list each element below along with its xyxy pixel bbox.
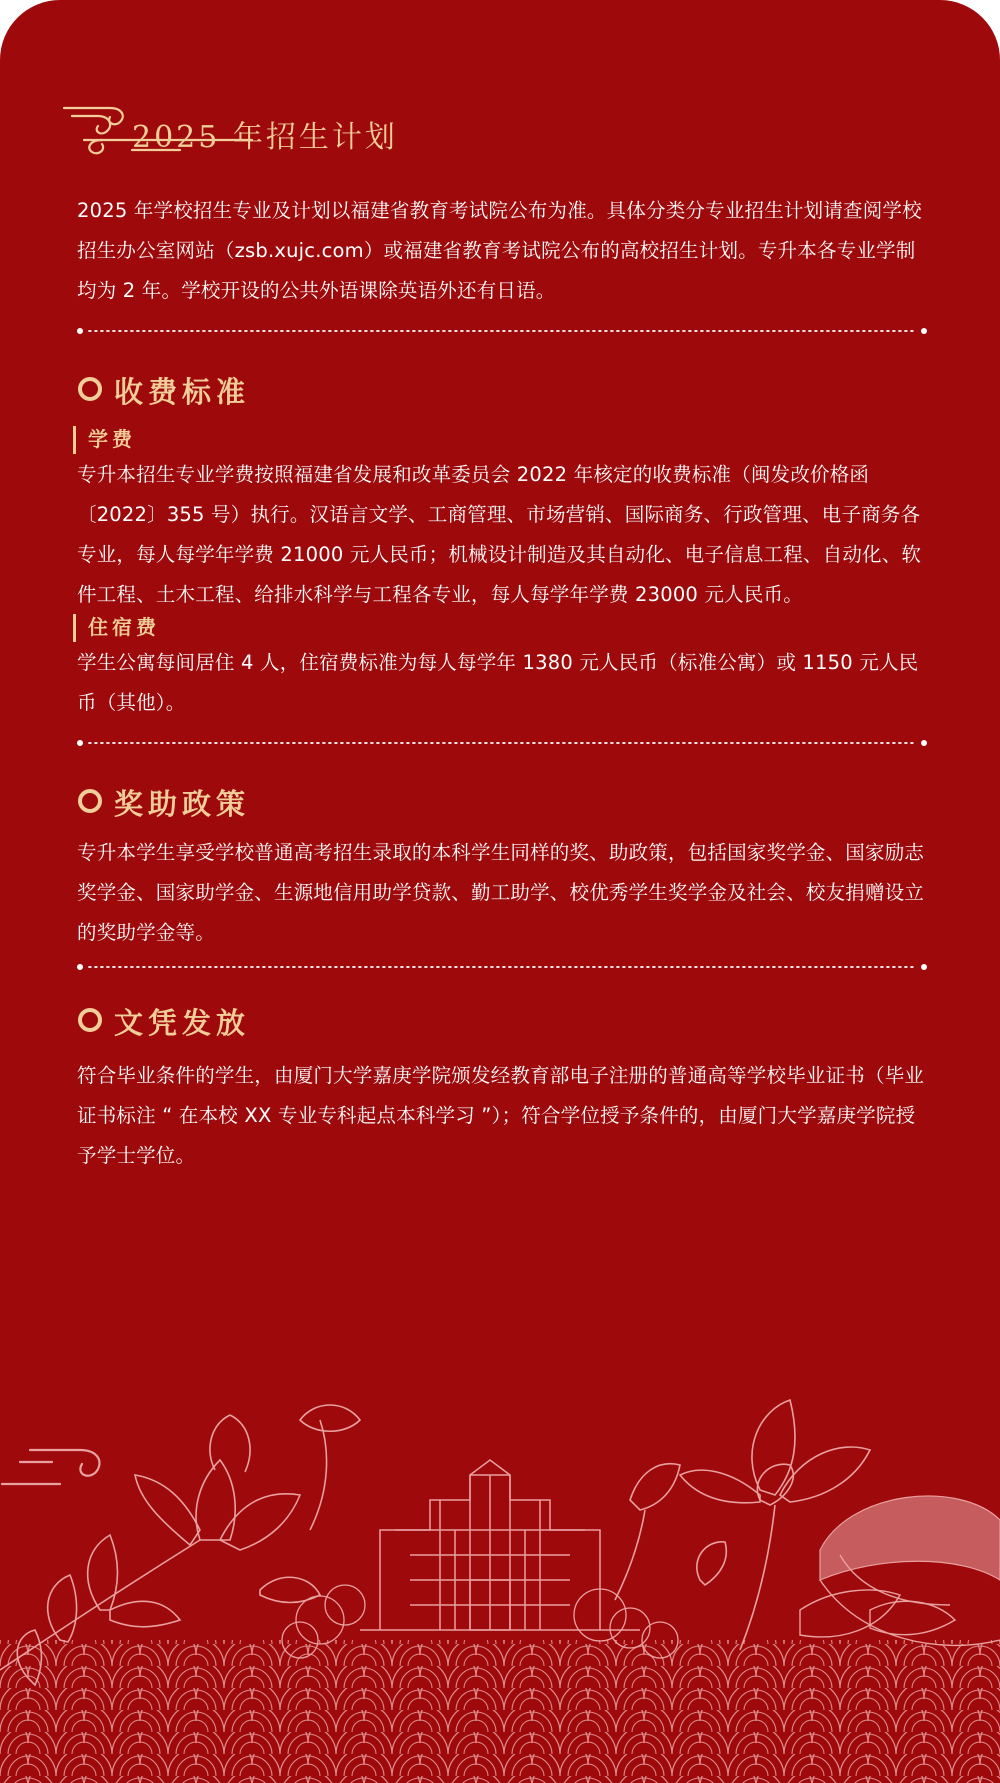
dotted-divider bbox=[77, 738, 927, 748]
aid-heading-label: 奖助政策 bbox=[114, 787, 251, 821]
ring-icon bbox=[78, 789, 102, 813]
aid-paragraph: 专升本学生享受学校普通高考招生录取的本科学生同样的奖、助政策，包括国家奖学金、国家励志奖学金、国家助学金、生源地信用助学贷款、勤工助学、校优秀学生奖学金及社会、校友捐赠设立的奖助学金等。 bbox=[77, 841, 925, 944]
page-title: 2025 年招生计划 bbox=[132, 120, 398, 155]
page-title-block bbox=[62, 104, 462, 160]
diploma-paragraph: 符合毕业条件的学生，由厦门大学嘉庚学院颁发经教育部电子注册的普通高等学校毕业证书（毕业证书标注 “ 在本校 XX 专业专科起点本科学习 ”）；符合学位授予条件的，由厦门大学嘉庚学院授予学士学位。 bbox=[77, 1064, 925, 1167]
fees-heading-label: 收费标准 bbox=[114, 375, 251, 409]
ring-icon bbox=[78, 1008, 102, 1032]
diploma-heading-label: 文凭发放 bbox=[114, 1006, 251, 1040]
dorm-paragraph: 学生公寓每间居住 4 人，住宿费标准为每人每学年 1380 元人民币（标准公寓）或 1150 元人民币（其他）。 bbox=[77, 651, 919, 714]
dorm-subheading: 住宿费 bbox=[73, 614, 160, 642]
tuition-subheading: 学费 bbox=[73, 426, 136, 454]
ring-icon bbox=[78, 377, 102, 401]
intro-paragraph: 2025 年学校招生专业及计划以福建省教育考试院公布为准。具体分类分专业招生计划请查阅学校招生办公室网站（zsb.xujc.com）或福建省教育考试院公布的高校招生计划。专升本各专业学制均为 2 年。学校开设的公共外语课除英语外还有日语。 bbox=[77, 199, 922, 302]
dotted-divider bbox=[77, 962, 927, 972]
tuition-paragraph: 专升本招生专业学费按照福建省发展和改革委员会 2022 年核定的收费标准（闽发改价格函〔2022〕355 号）执行。汉语言文学、工商管理、市场营销、国际商务、行政管理、电子商务各专业，每人每学年学费 21000 元人民币；机械设计制造及其自动化、电子信息工程、自动化、软件工程、土木工程、给排水科学与工程各专业，每人每学年学费 23000 元人民币。 bbox=[77, 463, 922, 606]
campus-flowers-waves-illustration bbox=[0, 1380, 1000, 1783]
dotted-divider bbox=[77, 326, 927, 336]
